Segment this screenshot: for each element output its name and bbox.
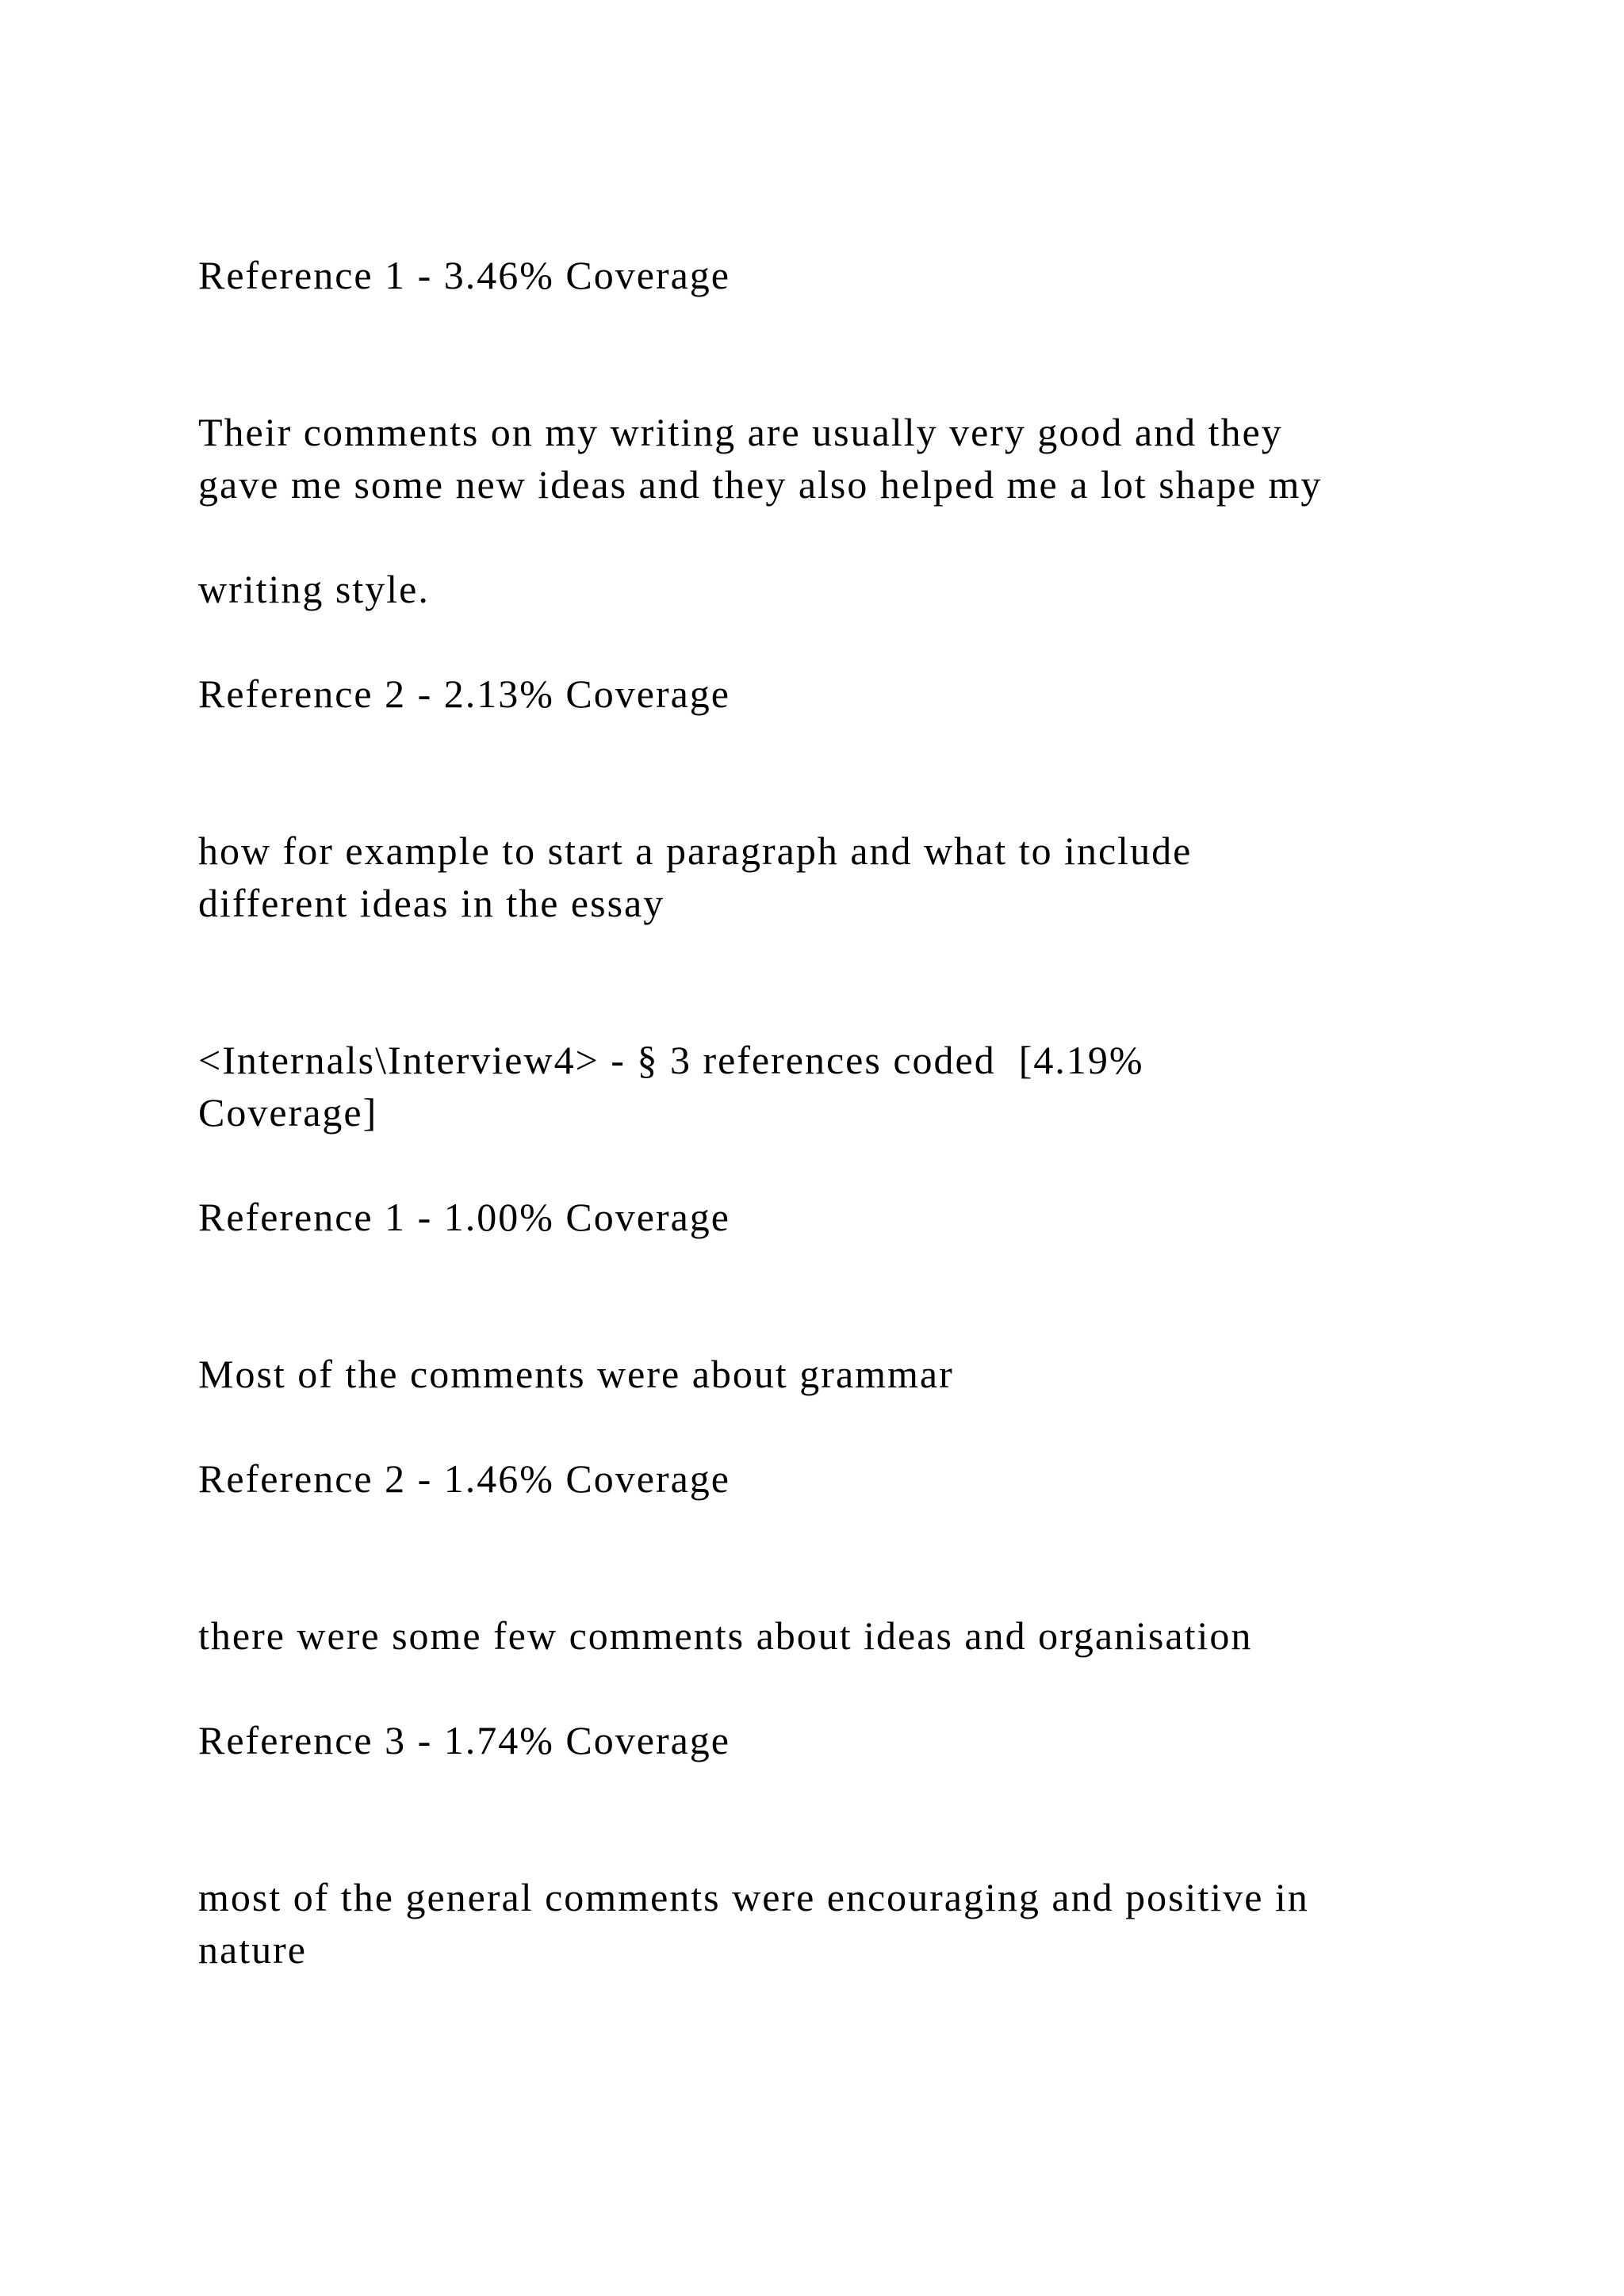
source-header: Coverage] [198, 1090, 378, 1135]
reference-heading: Reference 3 - 1.74% Coverage [198, 1718, 730, 1762]
quote-line: there were some few comments about ideas and organisation [198, 1613, 1253, 1658]
quote-line: gave me some new ideas and they also helped me a lot shape my [198, 462, 1323, 507]
reference-heading: Reference 2 - 2.13% Coverage [198, 672, 730, 716]
reference-heading: Reference 2 - 1.46% Coverage [198, 1456, 730, 1501]
quote-line: how for example to start a paragraph and what to include [198, 828, 1193, 873]
reference-heading: Reference 1 - 1.00% Coverage [198, 1195, 730, 1239]
quote-line: most of the general comments were encouraging and positive in [198, 1875, 1309, 1919]
reference-heading: Reference 1 - 3.46% Coverage [198, 253, 730, 297]
quote-line: Their comments on my writing are usually very good and they [198, 410, 1283, 454]
quote-line: writing style. [198, 567, 430, 611]
source-header: <Internals\Interview4> - § 3 references coded [4.19% [198, 1038, 1144, 1082]
quote-line: nature [198, 1927, 307, 1972]
quote-line: Most of the comments were about grammar [198, 1352, 954, 1396]
quote-line: different ideas in the essay [198, 881, 665, 925]
